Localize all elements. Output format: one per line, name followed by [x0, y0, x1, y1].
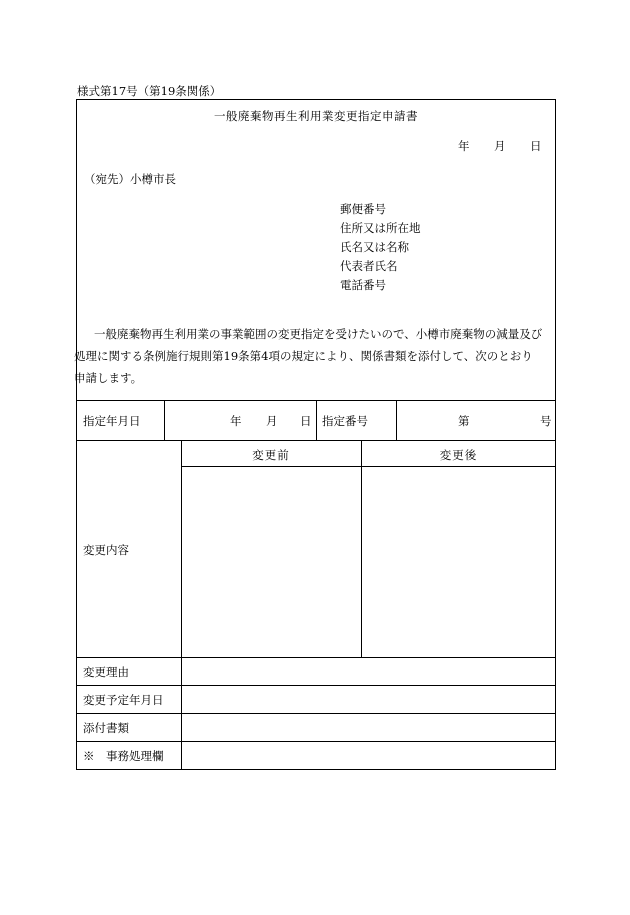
designation-number-prefix: 第: [458, 414, 470, 428]
statement-line: 処理に関する条例施行規則第19条第4項の規定により、関係書類を添付して、次のとおり: [74, 349, 533, 363]
attachments-label: 添付書類: [83, 721, 129, 735]
header-date-year: 年: [458, 139, 470, 153]
statement-line: 申請します。: [74, 371, 143, 385]
col-divider: [316, 400, 317, 440]
representative-name-label: 代表者氏名: [340, 259, 398, 273]
phone-number-label: 電話番号: [340, 278, 386, 292]
change-content-label: 変更内容: [83, 543, 129, 557]
row-divider: [76, 741, 556, 742]
designation-number-label: 指定番号: [322, 414, 368, 428]
col-divider: [164, 400, 165, 440]
name-label: 氏名又は名称: [340, 240, 409, 254]
col-divider: [361, 440, 362, 657]
application-statement: [74, 323, 552, 389]
statement-line: 一般廃棄物再生利用業の事業範囲の変更指定を受けたいので、小樽市廃棄物の減量及び: [94, 327, 543, 341]
after-change-header: 変更後: [439, 448, 478, 462]
office-use-label: ※ 事務処理欄: [83, 749, 164, 763]
designation-date-label: 指定年月日: [83, 414, 141, 428]
col-divider: [396, 400, 397, 440]
row-divider: [76, 440, 556, 441]
change-reason-label: 変更理由: [83, 665, 129, 679]
row-divider: [76, 685, 556, 686]
row-divider: [181, 466, 556, 467]
form-title: 一般廃棄物再生利用業変更指定申請書: [214, 109, 418, 123]
designation-date-year: 年: [230, 414, 242, 428]
col-divider: [181, 440, 182, 770]
row-divider: [76, 657, 556, 658]
header-date-month: 月: [494, 139, 506, 153]
designation-date-month: 月: [266, 414, 278, 428]
planned-change-date-label: 変更予定年月日: [83, 693, 164, 707]
designation-date-day: 日: [300, 414, 312, 428]
form-number-label: 様式第17号（第19条関係）: [77, 84, 222, 98]
postal-code-label: 郵便番号: [340, 202, 386, 216]
row-divider: [76, 713, 556, 714]
before-change-header: 変更前: [252, 448, 290, 462]
address-label: 住所又は所在地: [340, 221, 421, 235]
addressee: （宛先）小樽市長: [84, 172, 176, 186]
header-date-day: 日: [530, 139, 542, 153]
designation-number-suffix: 号: [540, 414, 552, 428]
